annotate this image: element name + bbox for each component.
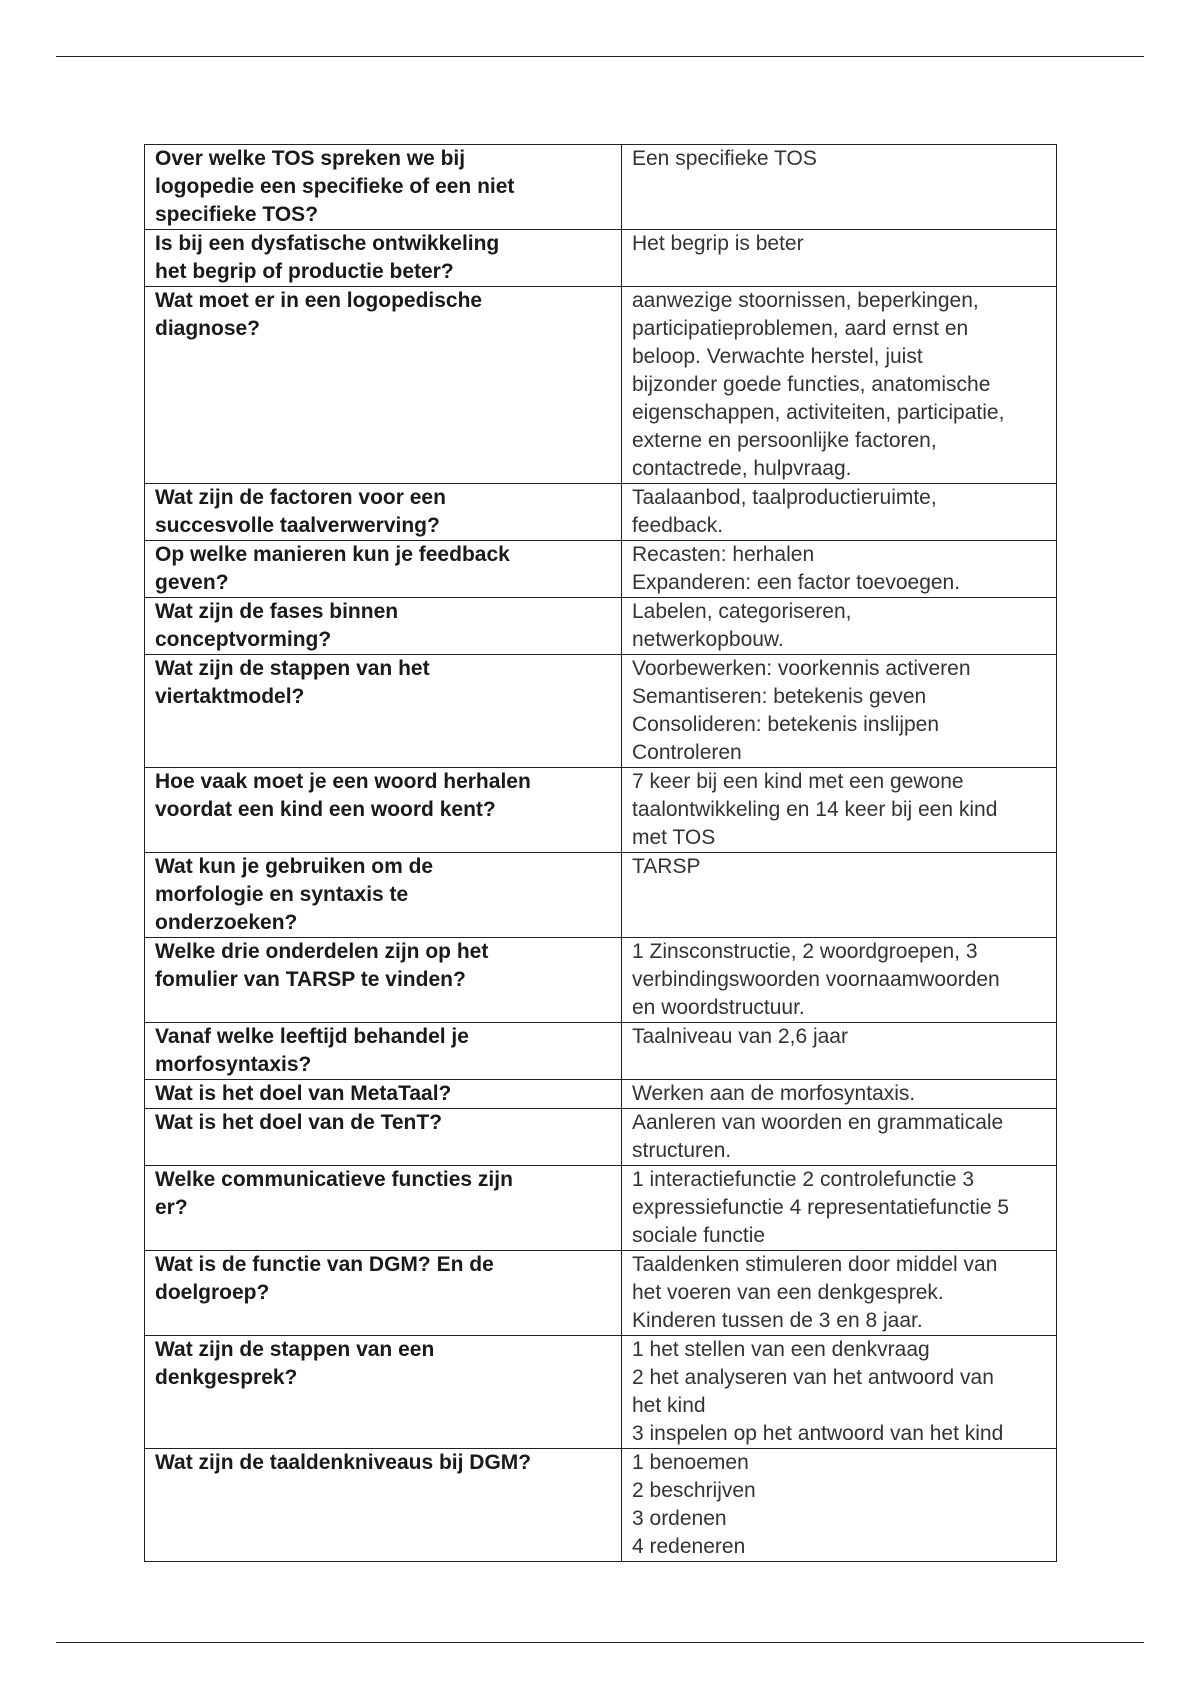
table-row <box>145 598 1057 655</box>
question-cell <box>145 768 622 853</box>
answer-line: Semantiseren: betekenis geven <box>632 685 927 708</box>
qa-table-body <box>145 145 1057 1562</box>
answer-line: Consolideren: betekenis inslijpen <box>632 713 940 736</box>
question-line: het begrip of productie beter? <box>155 260 454 283</box>
answer-cell <box>622 1109 1057 1166</box>
question-line: specifieke TOS? <box>155 203 319 226</box>
answer-line: en woordstructuur. <box>632 996 805 1019</box>
answer-line: 1 interactiefunctie 2 controlefunctie 3 <box>632 1168 975 1191</box>
question-line: Vanaf welke leeftijd behandel je <box>155 1025 469 1048</box>
answer-line: beloop. Verwachte herstel, juist <box>632 345 923 368</box>
answer-cell <box>622 541 1057 598</box>
question-line: er? <box>155 1196 188 1219</box>
answer-cell <box>622 1336 1057 1449</box>
answer-line: Labelen, categoriseren, <box>632 600 852 623</box>
question-line: fomulier van TARSP te vinden? <box>155 968 466 991</box>
question-cell <box>145 598 622 655</box>
table-row <box>145 1080 1057 1109</box>
answer-line: met TOS <box>632 826 716 849</box>
table-row <box>145 1449 1057 1562</box>
question-line: Wat is het doel van MetaTaal? <box>155 1082 452 1105</box>
table-row <box>145 768 1057 853</box>
answer-line: Een specifieke TOS <box>632 147 817 170</box>
header-rule <box>56 56 1144 57</box>
answer-line: 7 keer bij een kind met een gewone <box>632 770 964 793</box>
answer-cell <box>622 655 1057 768</box>
question-line: voordat een kind een woord kent? <box>155 798 496 821</box>
question-line: Wat is de functie van DGM? En de <box>155 1253 494 1276</box>
question-line: Welke drie onderdelen zijn op het <box>155 940 489 963</box>
table-row <box>145 853 1057 938</box>
answer-line: sociale functie <box>632 1224 766 1247</box>
question-line: Over welke TOS spreken we bij <box>155 147 466 170</box>
answer-line: participatieproblemen, aard ernst en <box>632 317 969 340</box>
question-cell <box>145 145 622 230</box>
question-line: onderzoeken? <box>155 911 298 934</box>
table-row <box>145 287 1057 484</box>
question-line: Is bij een dysfatische ontwikkeling <box>155 232 500 255</box>
answer-line: Taaldenken stimuleren door middel van <box>632 1253 998 1276</box>
question-cell <box>145 655 622 768</box>
question-line: geven? <box>155 571 229 594</box>
question-line: diagnose? <box>155 317 261 340</box>
answer-line: Het begrip is beter <box>632 232 804 255</box>
answer-line: eigenschappen, activiteiten, participatie, <box>632 401 1005 424</box>
answer-line: Werken aan de morfosyntaxis. <box>632 1082 916 1105</box>
question-line: Op welke manieren kun je feedback <box>155 543 510 566</box>
answer-cell <box>622 598 1057 655</box>
table-row <box>145 1109 1057 1166</box>
answer-line: contactrede, hulpvraag. <box>632 457 852 480</box>
answer-line: 4 redeneren <box>632 1535 746 1558</box>
answer-line: structuren. <box>632 1139 732 1162</box>
table-row <box>145 484 1057 541</box>
question-cell <box>145 287 622 484</box>
question-line: Wat zijn de taaldenkniveaus bij DGM? <box>155 1451 532 1474</box>
question-line: Wat zijn de factoren voor een <box>155 486 446 509</box>
answer-line: 1 Zinsconstructie, 2 woordgroepen, 3 <box>632 940 978 963</box>
question-cell <box>145 230 622 287</box>
question-line: Wat zijn de fases binnen <box>155 600 399 623</box>
question-cell <box>145 541 622 598</box>
answer-line: externe en persoonlijke factoren, <box>632 429 937 452</box>
question-cell <box>145 1109 622 1166</box>
question-cell <box>145 1449 622 1562</box>
answer-line: Voorbewerken: voorkennis activeren <box>632 657 971 680</box>
question-line: Wat is het doel van de TenT? <box>155 1111 443 1134</box>
question-cell <box>145 1080 622 1109</box>
answer-cell <box>622 1166 1057 1251</box>
answer-cell <box>622 1449 1057 1562</box>
answer-line: TARSP <box>632 855 701 878</box>
answer-cell <box>622 230 1057 287</box>
question-cell <box>145 484 622 541</box>
question-line: viertaktmodel? <box>155 685 305 708</box>
question-line: Wat zijn de stappen van het <box>155 657 430 680</box>
answer-line: 3 ordenen <box>632 1507 727 1530</box>
answer-line: Expanderen: een factor toevoegen. <box>632 571 961 594</box>
question-line: Hoe vaak moet je een woord herhalen <box>155 770 531 793</box>
question-line: denkgesprek? <box>155 1366 298 1389</box>
question-line: logopedie een specifieke of een niet <box>155 175 515 198</box>
question-line: conceptvorming? <box>155 628 332 651</box>
answer-cell <box>622 853 1057 938</box>
answer-line: 2 beschrijven <box>632 1479 756 1502</box>
answer-cell <box>622 1251 1057 1336</box>
answer-line: Aanleren van woorden en grammaticale <box>632 1111 1004 1134</box>
table-row <box>145 938 1057 1023</box>
question-line: Wat kun je gebruiken om de <box>155 855 434 878</box>
table-row <box>145 655 1057 768</box>
question-line: Wat zijn de stappen van een <box>155 1338 435 1361</box>
table-row <box>145 1023 1057 1080</box>
answer-line: Recasten: herhalen <box>632 543 815 566</box>
table-row <box>145 1166 1057 1251</box>
question-cell <box>145 1023 622 1080</box>
answer-cell <box>622 768 1057 853</box>
qa-table <box>144 144 1057 1562</box>
table-row <box>145 230 1057 287</box>
answer-line: het voeren van een denkgesprek. <box>632 1281 944 1304</box>
answer-line: het kind <box>632 1394 706 1417</box>
answer-cell <box>622 145 1057 230</box>
answer-line: bijzonder goede functies, anatomische <box>632 373 991 396</box>
table-row <box>145 541 1057 598</box>
answer-cell <box>622 1023 1057 1080</box>
answer-cell <box>622 938 1057 1023</box>
table-row <box>145 1251 1057 1336</box>
question-line: Welke communicatieve functies zijn <box>155 1168 513 1191</box>
answer-line: 2 het analyseren van het antwoord van <box>632 1366 994 1389</box>
question-line: Wat moet er in een logopedische <box>155 289 483 312</box>
answer-cell <box>622 287 1057 484</box>
footer-rule <box>56 1642 1144 1643</box>
table-row <box>145 1336 1057 1449</box>
table-row <box>145 145 1057 230</box>
question-cell <box>145 853 622 938</box>
question-line: doelgroep? <box>155 1281 270 1304</box>
answer-line: 3 inspelen op het antwoord van het kind <box>632 1422 1004 1445</box>
answer-line: taalontwikkeling en 14 keer bij een kind <box>632 798 998 821</box>
answer-line: 1 het stellen van een denkvraag <box>632 1338 930 1361</box>
answer-line: aanwezige stoornissen, beperkingen, <box>632 289 979 312</box>
answer-line: Taalniveau van 2,6 jaar <box>632 1025 848 1048</box>
answer-line: expressiefunctie 4 representatiefunctie 5 <box>632 1196 1010 1219</box>
question-line: morfologie en syntaxis te <box>155 883 409 906</box>
answer-cell <box>622 484 1057 541</box>
answer-line: Controleren <box>632 741 742 764</box>
question-line: succesvolle taalverwerving? <box>155 514 440 537</box>
question-cell <box>145 1251 622 1336</box>
answer-line: feedback. <box>632 514 724 537</box>
answer-line: Taalaanbod, taalproductieruimte, <box>632 486 937 509</box>
answer-line: verbindingswoorden voornaamwoorden <box>632 968 1000 991</box>
question-cell <box>145 1336 622 1449</box>
answer-line: 1 benoemen <box>632 1451 749 1474</box>
answer-line: netwerkopbouw. <box>632 628 784 651</box>
answer-line: Kinderen tussen de 3 en 8 jaar. <box>632 1309 923 1332</box>
question-cell <box>145 938 622 1023</box>
question-line: morfosyntaxis? <box>155 1053 312 1076</box>
answer-cell <box>622 1080 1057 1109</box>
question-cell <box>145 1166 622 1251</box>
